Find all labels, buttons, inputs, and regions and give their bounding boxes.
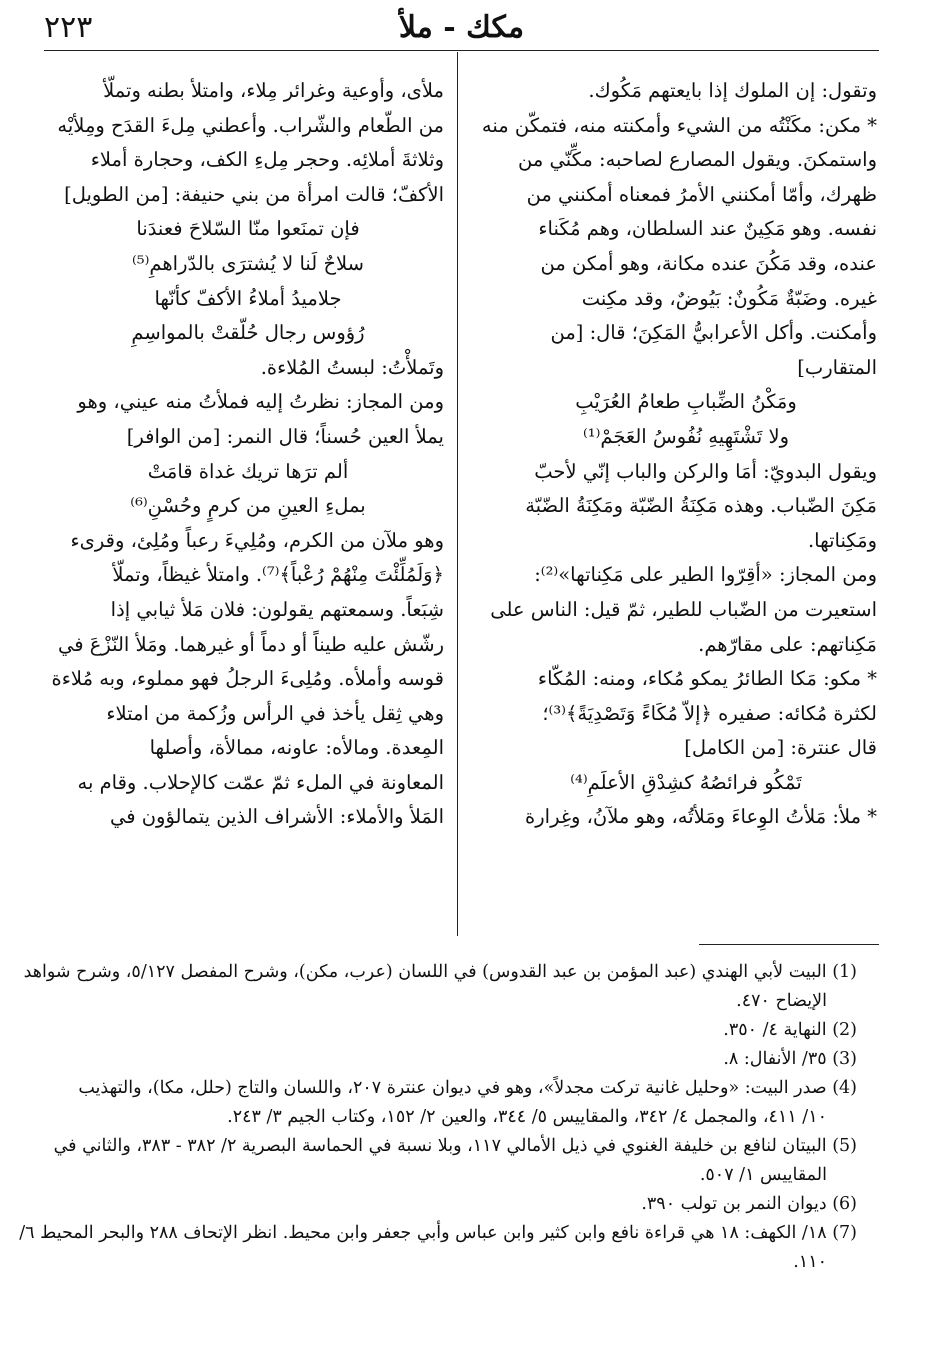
- header-rule: [44, 50, 879, 51]
- text-line: ومن المجاز: «أقِرّوا الطير على مَكِناتها»⁽²⁾:: [534, 563, 877, 587]
- text-line: الأكفّ؛ قالت امرأة من بني حنيفة: [من الطويل]: [64, 182, 444, 206]
- verse-line: تَمْكُو فرائصُهُ كشِدْقِ الأعلَمِ⁽⁴⁾: [570, 770, 802, 794]
- verse-line: بملءِ العينِ من كرمٍ وحُسْنِ⁽⁶⁾: [130, 494, 366, 518]
- entry-line-makn: * مكن: مكَنْتُه من الشيء وأمكنته منه، فتمكّن منه: [481, 113, 877, 137]
- text-line: ظهرك، وأمّا أمكنني الأمرُ فمعناه أمكنني من: [526, 182, 877, 206]
- running-title: مكك - ملأ: [398, 10, 525, 45]
- footnote-rule: [699, 944, 879, 945]
- page-number: ٢٢٣: [44, 10, 93, 45]
- text-line: ومن المجاز: نظرتُ إليه فملأتُ منه عيني، وهو: [77, 390, 444, 414]
- verse-line: فإن تمنَعوا منّا السّلاحَ فعندَنا: [136, 217, 360, 241]
- text-line: لكثرة مُكائه: صفيره ﴿إلاّ مُكَاءً وَتَصْدِيَةً﴾⁽³⁾؛: [542, 701, 877, 725]
- footnote-5-continued: المقاييس ١/ ٥٠٧.: [699, 1165, 827, 1185]
- text-line: ملأى، وأوعية وغرائر مِلاء، وامتلأ بطنه وتملّأ: [103, 79, 444, 102]
- text-line: وتَملأْتُ: لبستُ المُلاءة.: [260, 355, 444, 379]
- footnote-4: (4) صدر البيت: «وحليل غانية تركت مجدلاً»، وهو في ديوان عنترة ٢٠٧، واللسان والتاج (حلل، مكا)، والتهذيب: [78, 1078, 857, 1098]
- text-line: واستمكنَ. ويقول المصارع لصاحبه: مكِّنّي من: [517, 148, 877, 172]
- verse-line: ولا تَشْتَهِيهِ نُفُوسُ العَجَمْ⁽¹⁾: [582, 424, 790, 448]
- entry-line-makw: * مكو: مَكا الطائرُ يمكو مُكاء، ومنه: المُكّاء: [537, 667, 877, 691]
- text-line: رشّش عليه طيناً أو دماً أو غيرهما. ومَلأ النّزْعَ في: [57, 632, 444, 656]
- text-line: المعاونة في الملء ثمّ عمّت كالإحلاب. وقام به: [77, 770, 444, 794]
- text-line: غيره. وضَبّةٌ مَكُونٌ: بَيُوضٌ، وقد مكِنت: [581, 286, 877, 310]
- text-line: مَكِناتهم: على مقارّهم.: [698, 632, 877, 656]
- verse-line: ألم ترَها تريك غداة قامَتْ: [147, 459, 349, 483]
- footnote-2: (2) النهاية ٤/ ٣٥٠.: [723, 1020, 857, 1040]
- text-line: استعيرت من الضّباب للطير، ثمّ قيل: الناس على: [490, 597, 877, 621]
- text-line: وهو ملآن من الكرم، ومُلِيءَ رعباً ومُلِئ، وقرىء: [70, 528, 444, 552]
- text-line: ويقول البدويّ: أمَا والركن والباب إنّي لأحبّ: [534, 459, 877, 483]
- verse-line: ومَكْنُ الضِّبابِ طعامُ العُرَيْبِ: [575, 390, 797, 414]
- text-line: يملأ العين حُسناً؛ قال النمر: [من الوافر]: [126, 424, 444, 448]
- verse-line: جلاميدُ أملاءُ الأكفّ كأنّها: [154, 286, 342, 310]
- right-column: [481, 74, 877, 835]
- footnote-7-continued: ١١٠.: [793, 1252, 827, 1272]
- text-line: نفسه. وهو مَكِينٌ عند السلطان، وهم مُكَناء: [538, 217, 877, 241]
- text-line: ﴿وَلَمُلِّئْتَ مِنْهُمْ رُعْباً﴾⁽⁷⁾. وامتلأ غيظاً، وتملّأ: [112, 563, 444, 587]
- text-line: المِعدة. ومالأه: عاونه، ممالأة، وأصلها: [149, 736, 444, 760]
- footnote-6: (6) ديوان النمر بن تولب ٣٩٠.: [641, 1194, 857, 1214]
- text-line: قال عنترة: [من الكامل]: [684, 736, 877, 760]
- text-line: مَكِنَ الضّباب. وهذه مَكِنَةُ الضّبّة ومَكِنَةُ الضّبّة: [525, 494, 877, 518]
- text-line: وثلاثةَ أملائِه. وحجر مِلءِ الكف، وحجارة أملاء: [90, 148, 444, 172]
- text-line: ومَكِناتها.: [807, 528, 877, 552]
- footnote-3: (3) ٣٥/ الأنفال: ٨.: [723, 1049, 857, 1069]
- column-divider: [457, 52, 458, 936]
- text-line: المَلأ والأملاء: الأشراف الذين يتمالؤون في: [109, 805, 444, 829]
- footnotes: [19, 958, 857, 1277]
- footnote-1-continued: الإيضاح ٤٧٠.: [736, 991, 827, 1011]
- footnote-5: (5) البيتان لنافع بن خليفة الغنوي في ذيل الأمالي ١١٧، وبلا نسبة في الحماسة البصرية ٢/ ٣٨٢ - ٣٨٣، والثاني في: [53, 1136, 857, 1156]
- footnote-4-continued: ١٠/ ٤١١، والمجمل ٤/ ٣٤٢، والمقاييس ٥/ ٣٤٤، والعين ٢/ ١٥٢، وكتاب الجيم ٣/ ٢٤٣.: [227, 1107, 827, 1127]
- text-line: من الطّعام والشّراب. وأعطني مِلءَ القدَح ومِلأيْه: [57, 113, 444, 137]
- footnote-7: (7) ١٨/ الكهف: ١٨ هي قراءة نافع وابن كثير وابن عباس وأبي جعفر وابن محيط. انظر الإتحاف ٢٨٨ والبحر المحيط ٦/: [19, 1223, 857, 1243]
- verse-line: سلاحٌ لَنا لا يُشترَى بالدّراهمِ⁽⁵⁾: [131, 251, 365, 275]
- text-line: عنده، وقد مَكُنَ عنده مكانة، وهو أمكن من: [540, 251, 877, 275]
- footnote-1: (1) البيت لأبي الهندي (عبد المؤمن بن عبد القدوس) في اللسان (عرب، مكن)، وشرح المفصل ٥/١٢٧، وشرح شواهد: [23, 962, 857, 982]
- left-column: [52, 74, 444, 835]
- text-line: وهي ثِقل يأخذ في الرأس وزُكمة من امتلاء: [106, 701, 444, 725]
- text-line: قوسه وأملأه. ومُلِىءَ الرجلُ فهو مملوء، وبه مُلاءة: [51, 667, 444, 691]
- text-line: المتقارب]: [797, 355, 877, 379]
- text-line: وأمكنت. وأكل الأعرابيُّ المَكِنَ؛ قال: [من: [550, 321, 877, 345]
- text-line: شِبَعاً. وسمعتهم يقولون: فلان مَلأ ثيابي إذا: [110, 597, 444, 621]
- entry-line-mala: * ملأ: مَلأتُ الوِعاءَ ومَلأتُه، وهو ملآنُ، وغِرارة: [525, 805, 877, 829]
- page-header: [44, 6, 879, 50]
- verse-line: رُؤوس رجال حُلّقتْ بالمواسِمِ: [131, 321, 365, 345]
- text-line: وتقول: إن الملوك إذا بايعتهم مَكُوك.: [588, 79, 877, 102]
